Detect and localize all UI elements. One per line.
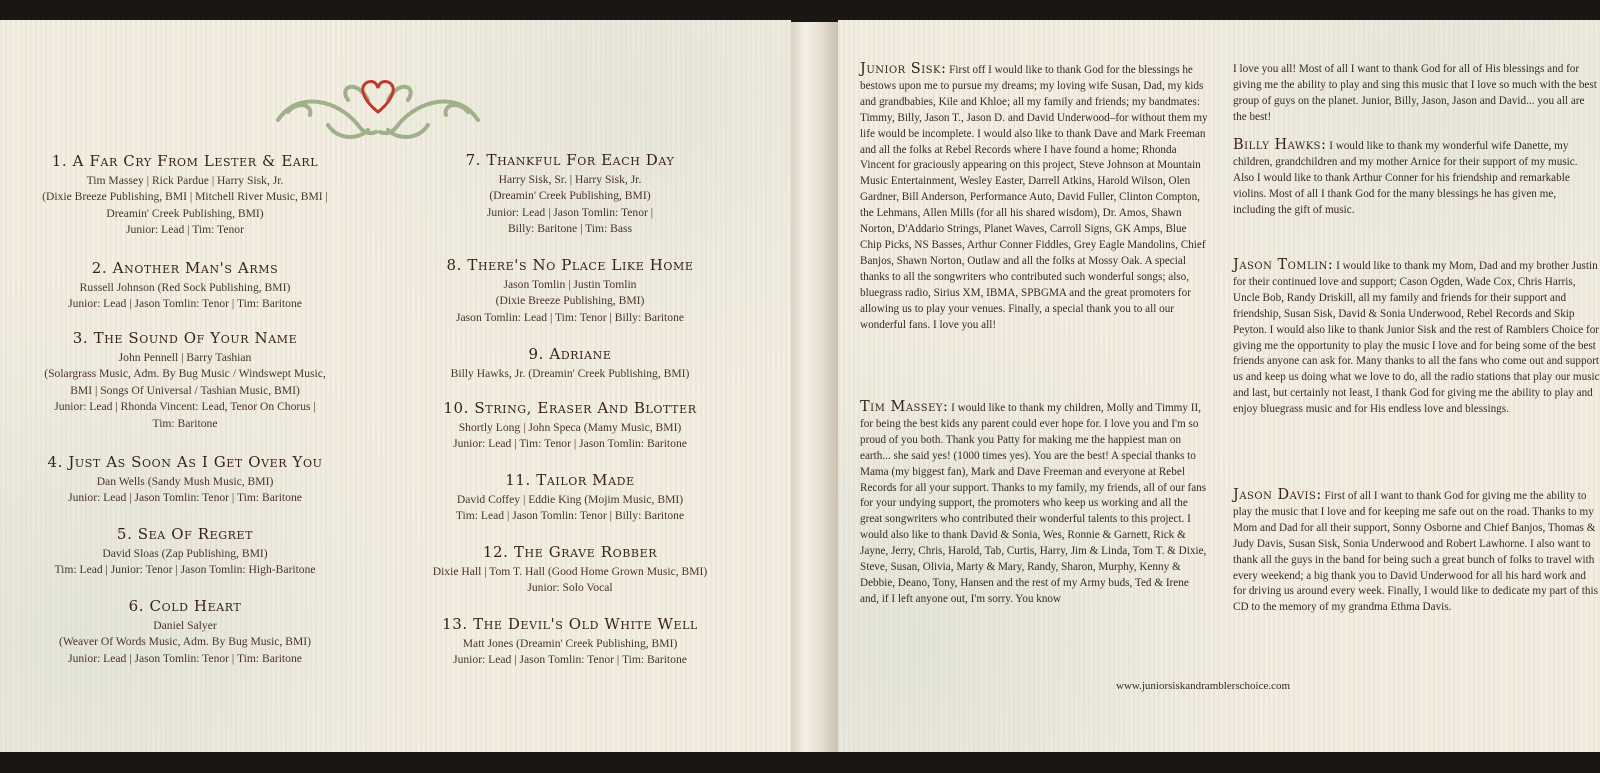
track-credit-line: Shortly Long | John Speca (Mamy Music, BMI) — [458, 420, 682, 434]
thanks-name: Tim Massey: — [860, 399, 949, 415]
track-title: 12. The Grave Robber — [482, 543, 658, 561]
track-9 — [390, 346, 750, 382]
track-credit-line: Jason Tomlin: Lead | Tim: Tenor | Billy: Baritone — [455, 310, 685, 324]
track-title: 5. Sea Of Regret — [116, 525, 254, 543]
thanks-billy-hawks — [1233, 138, 1600, 219]
track-credit-line: Junior: Lead | Jason Tomlin: Tenor | Tim: Baritone — [68, 297, 302, 310]
track-2 — [5, 260, 365, 313]
track-credit-line: Daniel Salyer — [153, 618, 217, 632]
track-title: 2. Another Man's Arms — [91, 259, 279, 277]
track-credit-line: Junior: Lead | Jason Tomlin: Tenor | Tim: Baritone — [453, 653, 687, 666]
track-credit-line: Billy Hawks, Jr. (Dreamin' Creek Publishing, BMI) — [450, 366, 690, 380]
track-7 — [390, 152, 750, 238]
track-credit-line: John Pennell | Barry Tashian — [118, 350, 252, 364]
thanks-text: First of all I want to thank God for giving me the ability to play the music that I love and for keeping me safe out on the road. Thanks to my Mom and Dad for all their support, Sonny Osborne and Chief Banjos, Thomas & Judy Davis, Susan Sisk, Sonia Underwood and Robert Lawhorne. I also want to thank all the guys in the band for being such a great bunch of folks to travel with every weekend; a big thank you to David Underwood for all his hard work and for driving us around every week. Finally, I would like to dedicate my part of this CD to the memory of my grandma Ethma Davis. — [1233, 490, 1598, 614]
track-4 — [5, 454, 365, 507]
track-title: 7. Thankful For Each Day — [465, 151, 675, 169]
track-credit-line: (Dixie Breeze Publishing, BMI | Mitchell River Music, BMI | — [42, 190, 328, 203]
thanks-tim-massey-cont — [1233, 62, 1600, 126]
track-1 — [5, 153, 365, 239]
thanks-text: I love you all! Most of all I want to thank God for all of His blessings and for giving me the ability to play and sing this music that I love so much with the best group of guys on the planet. Junior, Billy, Jason, Jason and David... you all are the best! — [1233, 63, 1597, 123]
track-credit-line: Junior: Lead | Tim: Tenor | Jason Tomlin: Baritone — [453, 437, 687, 450]
track-13 — [390, 616, 750, 669]
track-credit-line: BMI | Songs Of Universal / Tashian Music, BMI) — [70, 383, 300, 397]
track-6 — [5, 598, 365, 667]
right-panel — [838, 20, 1600, 752]
track-title: 11. Tailor Made — [505, 471, 635, 489]
thanks-tim-massey — [860, 400, 1210, 608]
track-credit-line: David Sloas (Zap Publishing, BMI) — [102, 546, 268, 560]
track-title: 3. The Sound Of Your Name — [72, 329, 298, 347]
thanks-name: Jason Tomlin: — [1233, 257, 1334, 273]
track-credit-line: Dixie Hall | Tom T. Hall (Good Home Grown Music, BMI) — [432, 564, 708, 578]
track-credit-line: Tim: Lead | Junior: Tenor | Jason Tomlin: High-Baritone — [54, 563, 316, 576]
track-credit-line: Junior: Solo Vocal — [527, 581, 613, 594]
track-credit-line: Junior: Lead | Jason Tomlin: Tenor | — [486, 205, 654, 219]
track-credit-line: Junior: Lead | Jason Tomlin: Tenor | Tim: Baritone — [68, 651, 302, 665]
track-credit-line: Dan Wells (Sandy Mush Music, BMI) — [96, 474, 274, 488]
track-3 — [5, 330, 365, 432]
track-credit-line: Russell Johnson (Red Sock Publishing, BMI) — [79, 280, 291, 294]
track-credit-line: Tim: Baritone — [152, 416, 218, 430]
track-5 — [5, 526, 365, 579]
track-credit-line: Tim: Lead | Jason Tomlin: Tenor | Billy: Baritone — [455, 509, 685, 522]
thanks-name: Billy Hawks: — [1233, 137, 1327, 153]
thanks-text: I would like to thank my Mom, Dad and my brother Justin for their continued love and support; Cason Ogden, Wade Cox, Chris Harris, Uncle Bob, Randy Driskill, all my family and friends for their support and friendship, Susan Sisk, David & Sonia Underwood, Rebel Records and Skip Peyton. I would also like to thank Junior Sisk and the rest of Ramblers Choice for giving me the opportunity to play the music I love and for being some of the best friends anyone can ask for. Many thanks to all the fans who come out and support us and keep us doing what we love to do, all the radio stations that play our music and last, but certainly not least, I thank God for giving me the ability to play and enjoy bluegrass music and for His endless love and blessings. — [1233, 260, 1600, 416]
thanks-junior-sisk — [860, 62, 1210, 333]
track-title: 6. Cold Heart — [128, 597, 242, 615]
track-credit-line: Dreamin' Creek Publishing, BMI) — [106, 206, 264, 220]
track-title: 9. Adriane — [528, 345, 612, 363]
track-11 — [390, 472, 750, 525]
thanks-text: I would like to thank my children, Molly and Timmy II, for being the best kids any parent could ever hope for. I love you and I'm so proud of you both. Thank you Patty for making me the happiest man on earth... she said yes! (1000 times yes). You are the best! A special thanks to Mama (my biggest fan), Mark and Dave Freeman and everyone at Rebel Records for all your support. Thanks to my family, my friends, all of our fans for your undying support, the promoters who keep us working and all the great songwriters who contributed their wonderful talents to this project. I would also like to thank David & Sonia, Wes, Ronnie & Garnett, Rick & Jayne, Jerry, Chris, Harold, Tab, Curtis, Harry, Jim & Linda, Tom T. & Dixie, Steve, Susan, Olivia, Marty & Mary, Randy, Sharon, Murphy, Kenny & Debbie, Deano, Tony, Hansen and the rest of my Army buds, Ted & Irene and, if I left anyone out, I'm sorry. You know — [860, 402, 1207, 605]
track-credit-line: Billy: Baritone | Tim: Bass — [507, 222, 633, 235]
track-credit-line: Junior: Lead | Rhonda Vincent: Lead, Tenor On Chorus | — [54, 400, 316, 413]
track-credit-line: Junior: Lead | Jason Tomlin: Tenor | Tim: Baritone — [68, 491, 302, 504]
track-credit-line: (Dixie Breeze Publishing, BMI) — [495, 294, 645, 307]
thanks-name: Jason Davis: — [1233, 487, 1322, 503]
track-credit-line: (Weaver Of Words Music, Adm. By Bug Music, BMI) — [59, 635, 311, 648]
track-title: 4. Just As Soon As I Get Over You — [47, 453, 323, 471]
left-panel — [0, 20, 791, 752]
track-credit-line: Tim Massey | Rick Pardue | Harry Sisk, Jr. — [86, 173, 284, 187]
booklet-spine — [791, 22, 838, 752]
heart-vine-ornament — [258, 70, 498, 150]
track-8 — [390, 257, 750, 326]
thanks-jason-davis — [1233, 488, 1600, 616]
track-12 — [390, 544, 750, 597]
track-credit-line: Matt Jones (Dreamin' Creek Publishing, BMI) — [462, 636, 678, 650]
thanks-name: Junior Sisk: — [860, 61, 947, 77]
track-title: 8. There's No Place Like Home — [446, 256, 694, 274]
thanks-text: I would like to thank my wonderful wife Danette, my children, grandchildren and my mother Arnice for their support of my music. Also I would like to thank Arthur Conner for his friendship and remarkable violins. Most of all I thank God for the many blessings he has given me, including the gift of music. — [1233, 140, 1578, 216]
track-title: 10. String, Eraser And Blotter — [443, 399, 697, 417]
track-10 — [390, 400, 750, 453]
track-title: 13. The Devil's Old White Well — [442, 615, 698, 633]
track-credit-line: David Coffey | Eddie King (Mojim Music, BMI) — [456, 492, 684, 506]
website-url: www.juniorsiskandramblerschoice.com — [1116, 680, 1291, 692]
track-credit-line: Junior: Lead | Tim: Tenor — [126, 223, 244, 236]
thanks-text: First off I would like to thank God for the blessings he bestows upon me to pursue my dreams; my loving wife Susan, Dad, my kids and grandbabies, Kile and Khloe; all my family and friends; my bandmates: Timmy, Billy, Jason T., Jason D. and David Underwood–for without them my life would be incomplete. I would also like to thank Dave and Mark Freeman and all the folks at Rebel Records where I have found a home; Rhonda Vincent for graciously appearing on this project, Steve Johnson at Mountain Music Entertainment, Wesley Easter, Darrell Atkins, Harold Wilson, Olen Gardner, Bill Anderson, Performance Auto, David Fuller, Clinton Compton, the Lehmans, Allen Mills (for all his shared wisdom), Dr. Amos, Shawn Norton, D'Addario Strings, Planet Waves, Carroll Signs, GK Amps, Blue Chip Picks, NS Basses, Arthur Conner Fiddles, Grey Eagle Mandolins, Chief Banjos, Shawn Norton, Outlaw and all the folks at Mossy Oak. A special thanks to all the songwriters who contributed such wonderful songs; also, bluegrass radio, Sirius XM, IBMA, SPBGMA and the great promoters for allowing us to play your venues. Finally, a special thank you to all our wonderful fans. I love you all! — [860, 64, 1208, 331]
track-credit-line: Harry Sisk, Sr. | Harry Sisk, Jr. — [498, 172, 642, 186]
track-title: 1. A Far Cry From Lester & Earl — [51, 152, 319, 170]
track-credit-line: (Dreamin' Creek Publishing, BMI) — [489, 189, 651, 202]
track-credit-line: (Solargrass Music, Adm. By Bug Music / Windswept Music, — [44, 367, 326, 380]
thanks-jason-tomlin — [1233, 258, 1600, 418]
track-credit-line: Jason Tomlin | Justin Tomlin — [503, 277, 637, 291]
